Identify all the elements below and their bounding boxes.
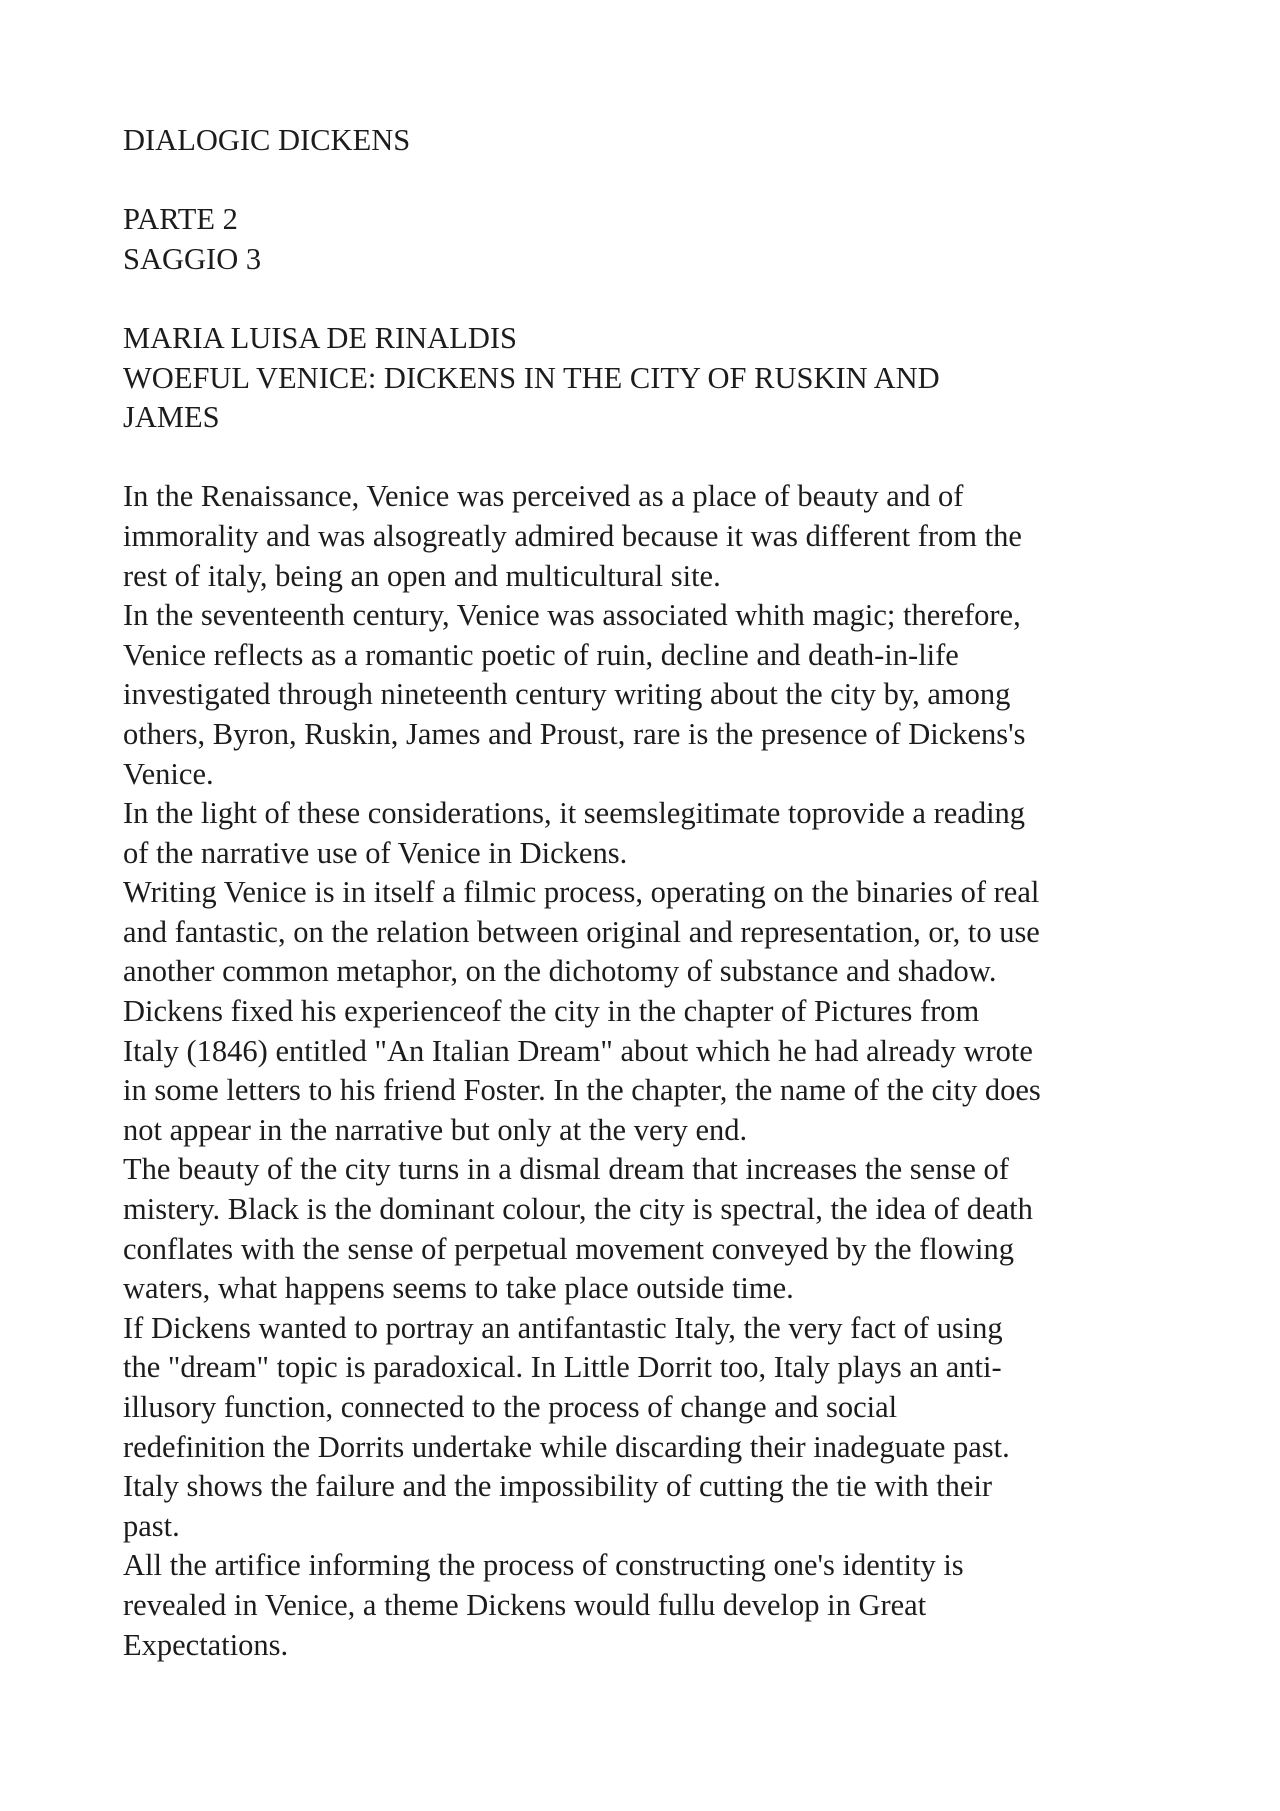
body-line: redefinition the Dorrits undertake while discarding their inadeguate past. (123, 1429, 1010, 1464)
body-line: If Dickens wanted to portray an antifantastic Italy, the very fact of using (123, 1310, 1003, 1345)
body-line: revealed in Venice, a theme Dickens would fullu develop in Great (123, 1587, 927, 1622)
body-line: past. (123, 1508, 180, 1543)
body-line: Writing Venice is in itself a filmic process, operating on the binaries of real (123, 875, 1040, 910)
body-line: Italy (1846) entitled "An Italian Dream" about which he had already wrote (123, 1033, 1033, 1068)
spacer (123, 438, 1183, 478)
body-line: Venice. (123, 756, 214, 791)
essay-label: SAGGIO 3 (123, 241, 262, 276)
body-line: Venice reflects as a romantic poetic of ruin, decline and death-in-life (123, 637, 959, 672)
document-page (123, 121, 1183, 1665)
body-line: others, Byron, Ruskin, James and Proust, rare is the presence of Dickens's (123, 716, 1026, 751)
essay-title-line: JAMES (123, 400, 220, 435)
body-line: another common metaphor, on the dichotomy of substance and shadow. (123, 954, 997, 989)
body-line: of the narrative use of Venice in Dickens. (123, 835, 628, 870)
body-line: The beauty of the city turns in a dismal dream that increases the sense of (123, 1152, 1009, 1187)
body-line: In the seventeenth century, Venice was associated whith magic; therefore, (123, 598, 1021, 633)
body-line: rest of italy, being an open and multicultural site. (123, 558, 721, 593)
body-line: conflates with the sense of perpetual movement conveyed by the flowing (123, 1231, 1015, 1266)
book-title: DIALOGIC DICKENS (123, 123, 411, 157)
body-line: illusory function, connected to the process of change and social (123, 1390, 898, 1424)
body-line: immorality and was alsogreatly admired because it was different from the (123, 518, 1022, 553)
body-line: Dickens fixed his experienceof the city in the chapter of Pictures from (123, 994, 980, 1029)
body-line: waters, what happens seems to take place outside time. (123, 1271, 794, 1306)
body-line: in some letters to his friend Foster. In the chapter, the name of the city does (123, 1073, 1041, 1108)
author-name: MARIA LUISA DE RINALDIS (123, 320, 517, 355)
essay-title-line: WOEFUL VENICE: DICKENS IN THE CITY OF RUSKIN AND (123, 360, 940, 395)
spacer (123, 161, 1183, 201)
body-line: not appear in the narrative but only at the very end. (123, 1112, 748, 1147)
body-line: and fantastic, on the relation between original and representation, or, to use (123, 914, 1040, 949)
essay-body (123, 477, 1183, 1665)
spacer (123, 279, 1183, 319)
part-label: PARTE 2 (123, 202, 238, 237)
body-line: Italy shows the failure and the impossibility of cutting the tie with their (123, 1469, 993, 1504)
body-line: In the Renaissance, Venice was perceived as a place of beauty and of (123, 479, 964, 514)
body-line: the "dream" topic is paradoxical. In Little Dorrit too, Italy plays an anti- (123, 1350, 1002, 1385)
body-line: All the artifice informing the process of constructing one's identity is (123, 1548, 964, 1583)
body-line: In the light of these considerations, it seemslegitimate toprovide a reading (123, 796, 1026, 831)
body-line: investigated through nineteenth century writing about the city by, among (123, 677, 1011, 712)
body-line: mistery. Black is the dominant colour, the city is spectral, the idea of death (123, 1192, 1033, 1227)
body-line: Expectations. (123, 1627, 289, 1662)
